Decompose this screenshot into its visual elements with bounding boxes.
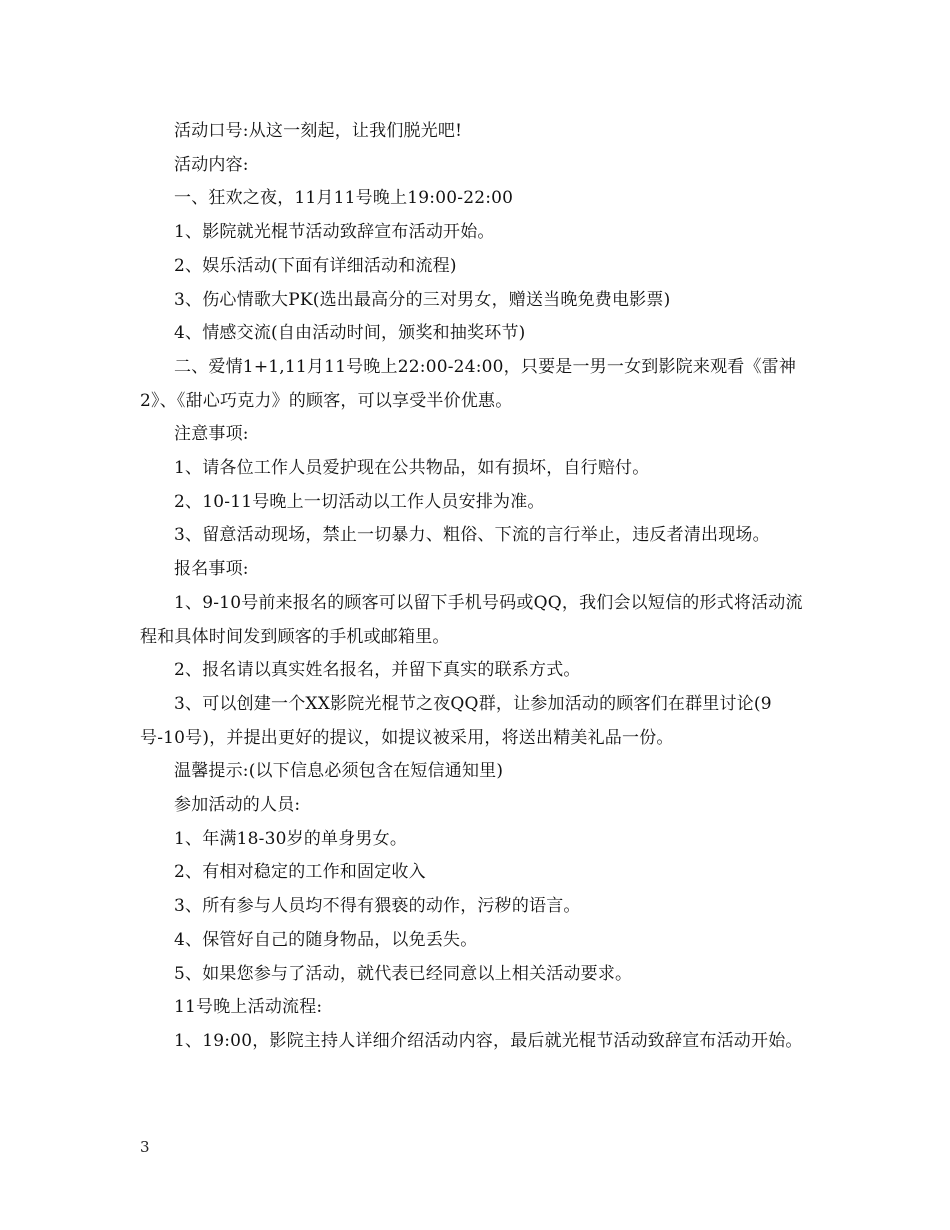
document-body xyxy=(140,115,812,1059)
heading-activity-content: 活动内容: xyxy=(174,154,249,175)
heading-reminder: 温馨提示:(以下信息必须包含在短信通知里) xyxy=(174,761,504,782)
list-item: 4、保管好自己的随身物品，以免丢失。 xyxy=(174,929,478,950)
list-item: 3、留意活动现场，禁止一切暴力、粗俗、下流的言行举止，违反者清出现场。 xyxy=(174,525,770,546)
heading-participants: 参加活动的人员: xyxy=(174,795,301,816)
paragraph-love-plus-one: 二、爱情1+1,11月11号晚上22:00-24:00，只要是一男一女到影院来观看《雷神2》、《甜心巧克力》的顾客，可以享受半价优惠。 xyxy=(140,356,797,411)
list-item: 4、情感交流(自由活动时间，颁奖和抽奖环节) xyxy=(174,323,526,344)
paragraph-slogan: 活动口号:从这一刻起，让我们脱光吧! xyxy=(174,121,463,141)
list-item: 1、请各位工作人员爱护现在公共物品，如有损坏，自行赔付。 xyxy=(174,458,650,479)
list-item: 1、19:00，影院主持人详细介绍活动内容，最后就光棍节活动致辞宣布活动开始。 xyxy=(174,1030,803,1051)
paragraph-carnival-night: 一、狂欢之夜，11月11号晚上19:00-22:00 xyxy=(174,188,514,209)
list-item: 3、可以创建一个XX影院光棍节之夜QQ群，让参加活动的顾客们在群里讨论(9号-10号)，并提出更好的提议，如提议被采用，将送出精美礼品一份。 xyxy=(140,693,772,748)
page-number: 3 xyxy=(140,1138,150,1156)
list-item: 2、有相对稳定的工作和固定收入 xyxy=(174,862,426,883)
list-item: 3、伤心情歌大PK(选出最高分的三对男女，赠送当晚免费电影票) xyxy=(174,289,671,310)
list-item: 2、报名请以真实姓名报名，并留下真实的联系方式。 xyxy=(174,660,581,681)
list-item: 5、如果您参与了活动，就代表已经同意以上相关活动要求。 xyxy=(174,963,633,984)
list-item: 1、影院就光棍节活动致辞宣布活动开始。 xyxy=(174,222,495,243)
list-item: 1、9-10号前来报名的顾客可以留下手机号码或QQ，我们会以短信的形式将活动流程和具体时间发到顾客的手机或邮箱里。 xyxy=(140,592,803,647)
list-item: 2、10-11号晚上一切活动以工作人员安排为准。 xyxy=(174,491,545,512)
list-item: 3、所有参与人员均不得有猥亵的动作，污秽的语言。 xyxy=(174,896,581,917)
heading-evening-schedule: 11号晚上活动流程: xyxy=(174,997,323,1018)
heading-notes: 注意事项: xyxy=(174,424,249,445)
list-item: 2、娱乐活动(下面有详细活动和流程) xyxy=(174,255,457,276)
list-item: 1、年满18-30岁的单身男女。 xyxy=(174,828,408,849)
heading-registration: 报名事项: xyxy=(174,559,249,580)
